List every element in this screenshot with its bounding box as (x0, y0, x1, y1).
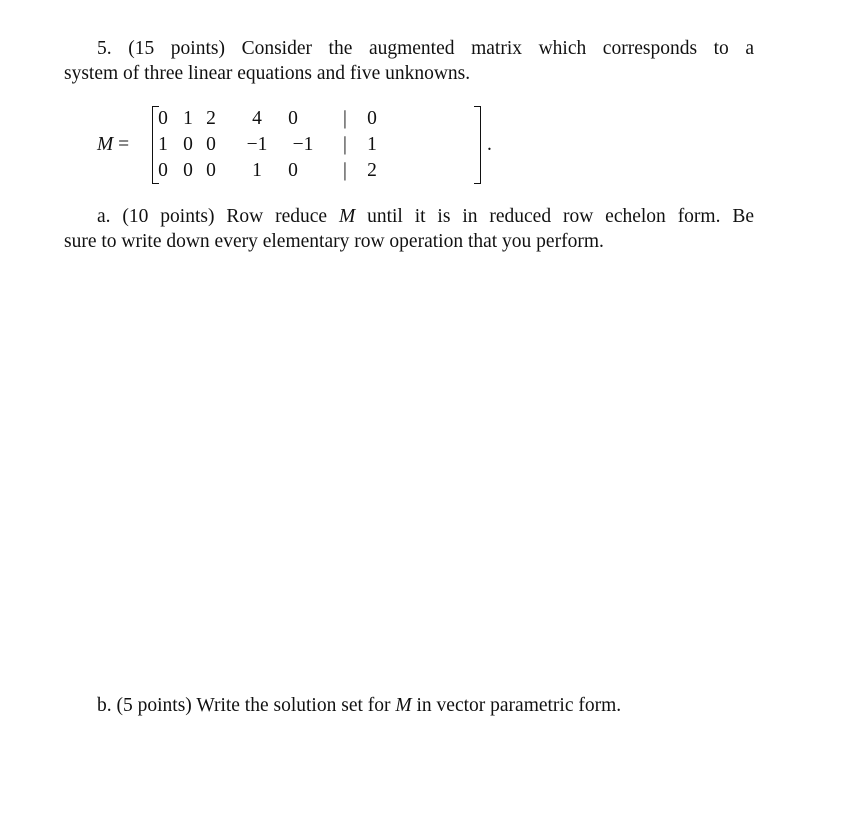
problem-intro-line1: Consider the augmented matrix which corresponds to a (241, 38, 755, 59)
problem-number: 5. (97, 38, 112, 59)
matrix-cell: 0 (206, 160, 216, 181)
part-b-text-before: Write the solution set for (196, 695, 391, 716)
part-a-var: M (338, 206, 356, 227)
matrix-cell: 1 (367, 134, 377, 155)
matrix-cell: 0 (288, 108, 298, 129)
part-a-label: a. (97, 206, 111, 227)
part-a-text-before: Row reduce (226, 206, 328, 227)
part-b (97, 693, 754, 718)
matrix-cell: 0 (183, 160, 193, 181)
augment-bar: | (343, 108, 347, 129)
part-b-label: b. (97, 695, 112, 716)
matrix-cell: −1 (292, 134, 314, 155)
problem-intro-line2: system of three linear equations and five unknowns. (64, 63, 471, 84)
matrix-cell: 0 (183, 134, 193, 155)
part-b-line (97, 695, 621, 716)
part-a-points: (10 points) (122, 206, 215, 227)
problem-points: (15 points) (128, 38, 225, 59)
matrix-cell: 0 (288, 160, 298, 181)
matrix-cell: 0 (158, 108, 168, 129)
part-b-text-after: in vector parametric form. (416, 695, 622, 716)
matrix-name: M (97, 134, 114, 155)
part-a-line-1 (64, 204, 754, 229)
matrix-cell: 4 (252, 108, 262, 129)
matrix-label (97, 132, 129, 157)
matrix-cell: 0 (206, 134, 216, 155)
right-bracket (474, 106, 481, 184)
part-b-var: M (395, 695, 412, 716)
part-b-points: (5 points) (116, 695, 192, 716)
part-a (64, 204, 754, 254)
part-a-text-after: until it is in reduced row echelon form. Be (367, 206, 755, 227)
augment-bar: | (343, 160, 347, 181)
problem-statement (64, 36, 754, 86)
matrix-equals: = (118, 134, 130, 155)
matrix-terminator: . (487, 134, 492, 155)
matrix-cell: 1 (252, 160, 262, 181)
matrix-cell: −1 (246, 134, 268, 155)
problem-line-1 (64, 36, 754, 61)
augment-bar: | (343, 134, 347, 155)
matrix-cell: 1 (158, 134, 168, 155)
matrix-cell: 2 (206, 108, 216, 129)
matrix-cell: 2 (367, 160, 377, 181)
part-a-line-2: sure to write down every elementary row operation that you perform. (64, 231, 604, 252)
matrix-cell: 1 (183, 108, 193, 129)
matrix-cell: 0 (367, 108, 377, 129)
matrix-cell: 0 (158, 160, 168, 181)
